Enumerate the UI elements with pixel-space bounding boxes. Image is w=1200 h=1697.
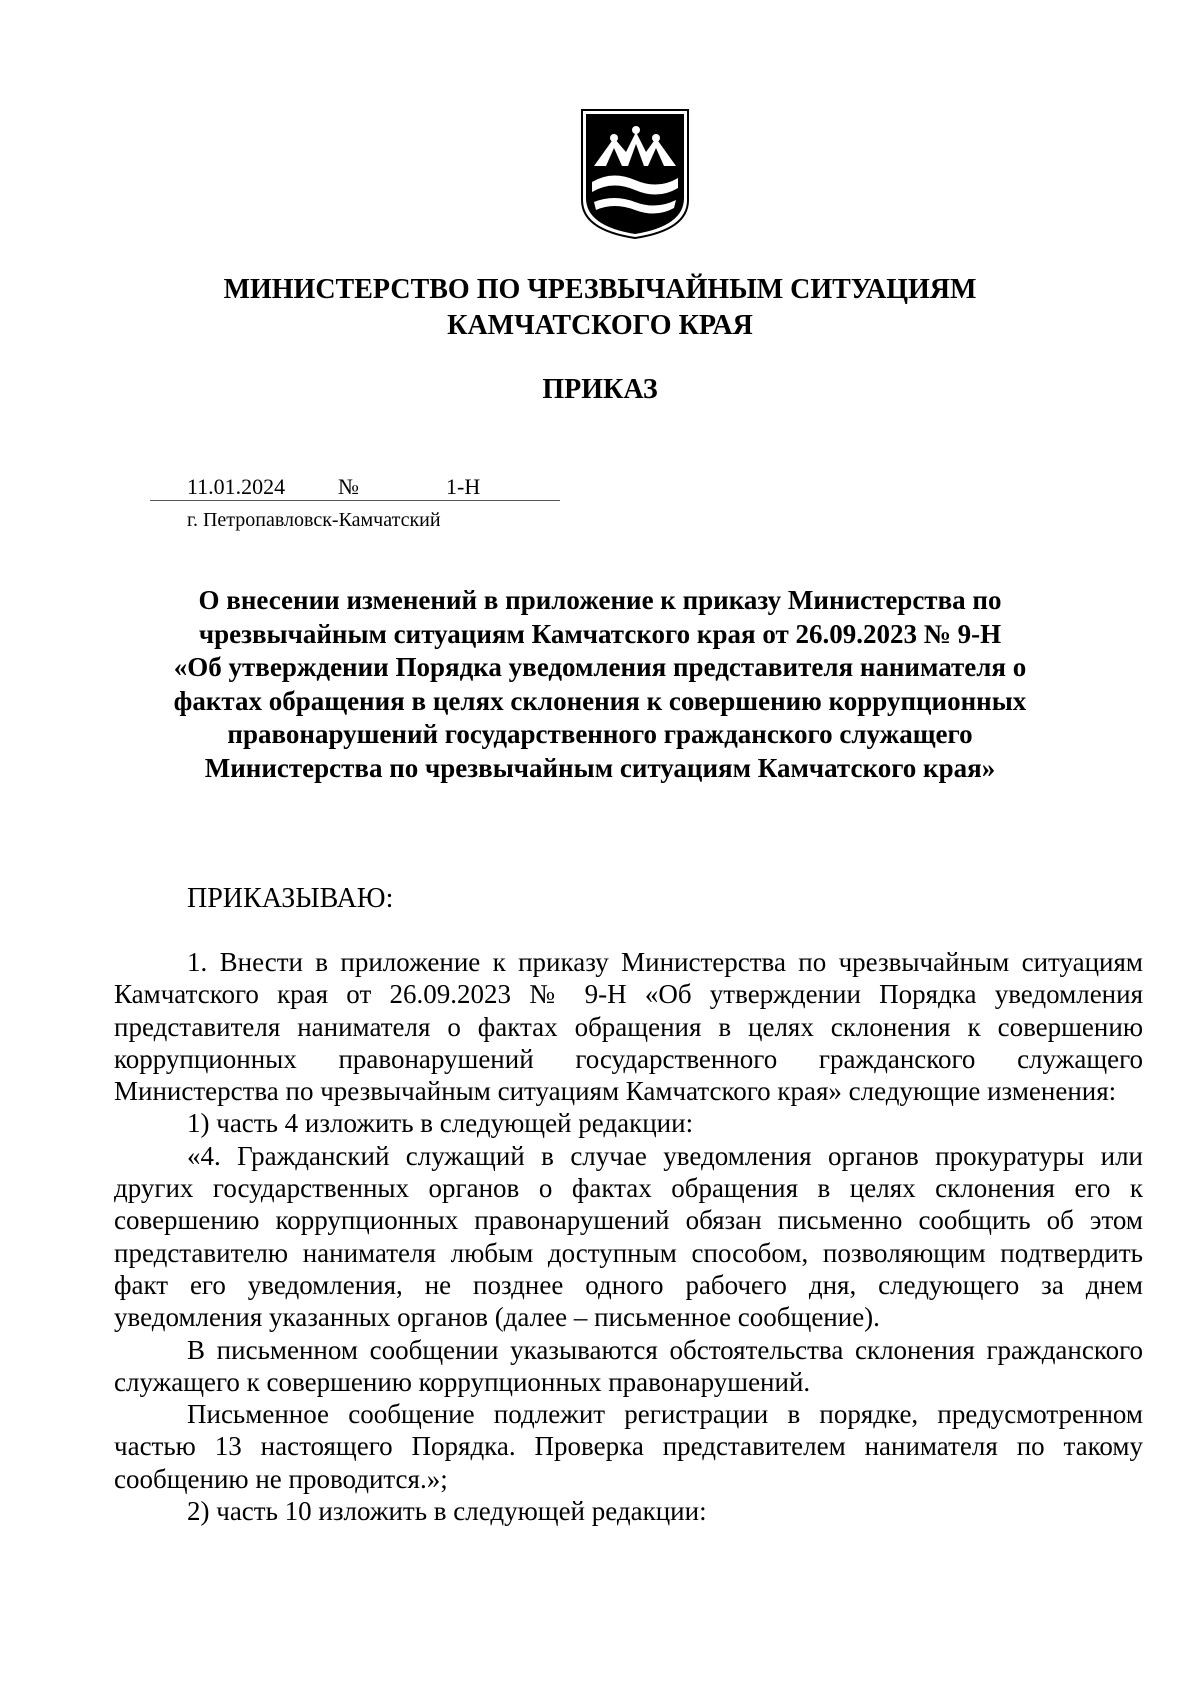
document-body	[114, 946, 1143, 1527]
date-number-underline	[150, 500, 560, 501]
document-number: 1-Н	[446, 474, 481, 499]
number-sign: №	[338, 474, 359, 499]
body-paragraph: «4. Гражданский служащий в случае уведомления органов прокуратуры или других государственных органов о фактах обращения в целях склонения его к совершению коррупционных правонарушений обязан письменно сообщить об этом представителю нанимателя любым доступным способом, позволяющим подтвердить факт его уведомления, не позднее одного рабочего дня, следующего за днем уведомления указанных органов (далее – письменное сообщение).	[114, 1140, 1143, 1333]
body-paragraph: 1. Внести в приложение к приказу Министерства по чрезвычайным ситуациям Камчатского края от 26.09.2023 № 9-Н «Об утверждении Порядка уведомления представителя нанимателя о фактах обращения в целях склонения к совершению коррупционных правонарушений государственного гражданского служащего Министерства по чрезвычайным ситуациям Камчатского края» следующие изменения:	[114, 947, 1143, 1107]
body-paragraph: В письменном сообщении указываются обстоятельства склонения гражданского служащего к совершению коррупционных правонарушений.	[114, 1334, 1143, 1397]
document-city: г. Петропавловск-Камчатский	[187, 509, 441, 531]
document-subject	[120, 584, 1080, 785]
document-type: ПРИКАЗ	[542, 374, 658, 405]
body-paragraph: 2) часть 10 изложить в следующей редакции:	[187, 1496, 707, 1527]
document-date: 11.01.2024	[187, 474, 286, 499]
body-paragraph: Письменное сообщение подлежит регистрации в порядке, предусмотренном частью 13 настоящего Порядка. Проверка представителем нанимателя по такому сообщению не проводится.»;	[114, 1399, 1143, 1494]
body-paragraph: 1) часть 4 изложить в следующей редакции:	[187, 1108, 694, 1139]
subject-line: О внесении изменений в приложение к приказу Министерства по	[198, 585, 1002, 615]
subject-line: правонарушений государственного гражданского служащего	[227, 719, 973, 749]
ministry-name-line-1: МИНИСТЕРСТВО ПО ЧРЕЗВЫЧАЙНЫМ СИТУАЦИЯМ	[223, 274, 977, 305]
ministry-name	[100, 272, 1100, 344]
subject-line: «Об утверждении Порядка уведомления представителя нанимателя о	[173, 652, 1027, 682]
ministry-name-line-2: КАМЧАТСКОГО КРАЯ	[447, 310, 753, 341]
subject-line: Министерства по чрезвычайным ситуациям Камчатского края»	[204, 752, 996, 783]
subject-line: чрезвычайным ситуациям Камчатского края от 26.09.2023 № 9-Н	[198, 618, 1002, 649]
kamchatka-coat-of-arms-icon	[580, 108, 690, 240]
order-directive: ПРИКАЗЫВАЮ:	[187, 883, 394, 914]
subject-line: фактах обращения в целях склонения к совершению коррупционных	[173, 685, 1027, 716]
